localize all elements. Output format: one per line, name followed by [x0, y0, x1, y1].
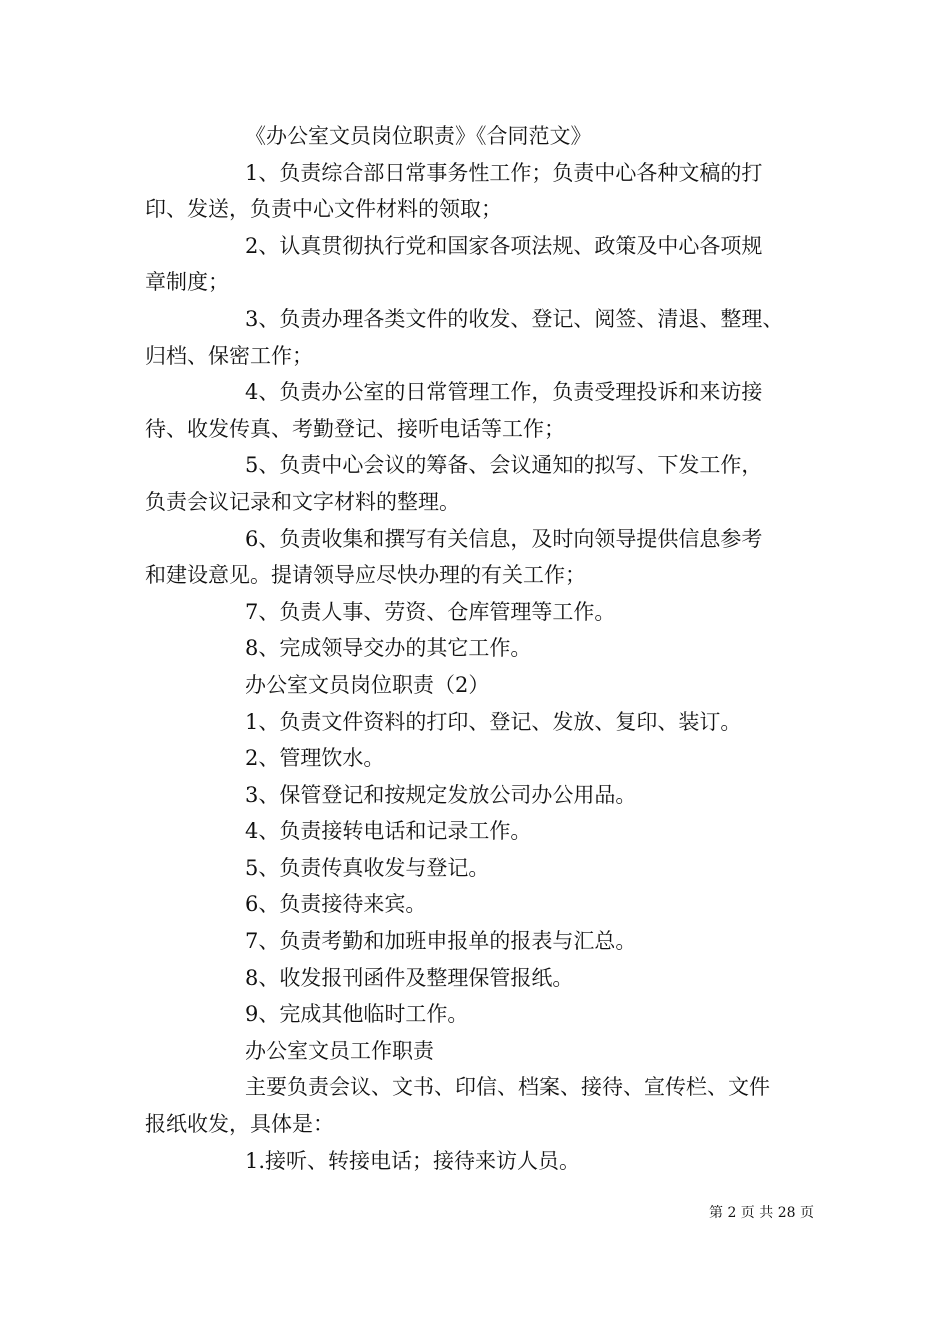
list-item: 4、负责接转电话和记录工作。	[245, 819, 532, 844]
paragraph-line: 报纸收发，具体是：	[145, 1112, 334, 1137]
paragraph-line: 待、收发传真、考勤登记、接听电话等工作；	[145, 416, 565, 441]
list-item: 7、负责考勤和加班申报单的报表与汇总。	[245, 929, 637, 954]
paragraph-line: 6、负责收集和撰写有关信息，及时向领导提供信息参考	[245, 526, 763, 551]
paragraph-line: 印、发送，负责中心文件材料的领取；	[145, 197, 502, 222]
paragraph-line: 和建设意见。提请领导应尽快办理的有关工作；	[145, 563, 586, 588]
paragraph-line: 7、负责人事、劳资、仓库管理等工作。	[245, 599, 616, 624]
paragraph-line: 2、认真贯彻执行党和国家各项法规、政策及中心各项规	[245, 233, 763, 258]
page-number: 第 2 页 共 28 页	[709, 1205, 814, 1221]
document-body	[145, 118, 825, 1179]
section-heading: 办公室文员工作职责	[245, 1038, 434, 1063]
list-item: 9、完成其他临时工作。	[245, 1002, 469, 1027]
paragraph-line: 8、完成领导交办的其它工作。	[245, 636, 532, 661]
paragraph-line: 章制度；	[145, 270, 229, 295]
paragraph-line: 主要负责会议、文书、印信、档案、接待、宣传栏、文件	[245, 1075, 770, 1100]
paragraph-line: 归档、保密工作；	[145, 343, 313, 368]
paragraph-line: 4、负责办公室的日常管理工作，负责受理投诉和来访接	[245, 380, 763, 405]
list-item: 1、负责文件资料的打印、登记、发放、复印、装订。	[245, 709, 742, 734]
list-item: 6、负责接待来宾。	[245, 892, 427, 917]
list-item: 2、管理饮水。	[245, 746, 385, 771]
paragraph-line: 3、负责办理各类文件的收发、登记、阅签、清退、整理、	[245, 306, 784, 331]
list-item: 5、负责传真收发与登记。	[245, 855, 490, 880]
paragraph-line: 1.接听、转接电话；接待来访人员。	[245, 1148, 581, 1173]
paragraph-line: 1、负责综合部日常事务性工作；负责中心各种文稿的打	[245, 160, 763, 185]
paragraph-line: 5、负责中心会议的筹备、会议通知的拟写、下发工作，	[245, 453, 763, 478]
list-item: 3、保管登记和按规定发放公司办公用品。	[245, 782, 637, 807]
paragraph-line: 负责会议记录和文字材料的整理。	[145, 489, 460, 514]
document-title: 《办公室文员岗位职责》《合同范文》	[245, 124, 592, 148]
list-item: 8、收发报刊函件及整理保管报纸。	[245, 965, 574, 990]
section-heading: 办公室文员岗位职责（2）	[245, 672, 490, 697]
